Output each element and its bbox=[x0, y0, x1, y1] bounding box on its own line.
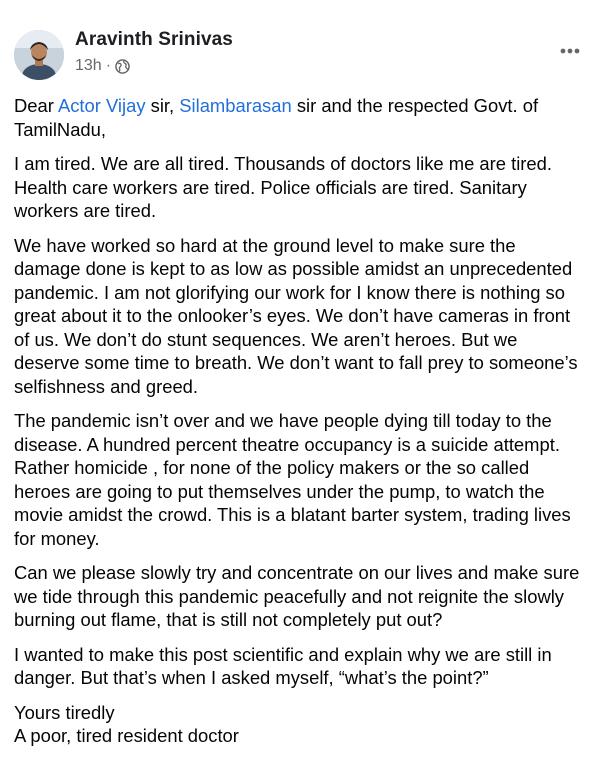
signoff bbox=[14, 701, 586, 748]
post-header bbox=[14, 27, 586, 79]
greeting-middle: sir, bbox=[145, 95, 180, 116]
body-paragraph: The pandemic isn’t over and we have people dying till today to the disease. A hundred percent theatre occupancy is a suicide attempt. Rather homicide , for none of the policy makers or the so called heroes are going to put themselves under the pump, to watch the movie amidst the crowd. This is a blatant barter system, trading lives for money. bbox=[14, 410, 571, 549]
greeting-prefix: Dear bbox=[14, 95, 58, 116]
body-paragraph: I wanted to make this post scientific and explain why we are still in danger. But that’s when I asked myself, “what’s the point?” bbox=[14, 643, 552, 688]
mention-silambarasan[interactable]: Silambarasan bbox=[179, 95, 292, 116]
greeting-paragraph bbox=[14, 94, 586, 141]
author-name[interactable]: Aravinth Srinivas bbox=[75, 29, 233, 50]
post-timestamp[interactable]: 13h bbox=[75, 57, 102, 74]
post-meta bbox=[75, 57, 130, 75]
globe-icon bbox=[115, 59, 130, 74]
more-options-button[interactable] bbox=[554, 43, 586, 59]
body-paragraph: We have worked so hard at the ground level to make sure the damage done is kept to as low as possible amidst an unprecedented pandemic. I am not glorifying our work for I know there is nothing so great about it to the onlooker’s eyes. We don’t have cameras in front of us. We don’t do stunt sequences. We aren’t heroes. But we deserve some time to breath. We don’t want to fall prey to someone’s selfishness and greed. bbox=[14, 234, 578, 397]
greeting-suffix: sir and the respected Govt. of TamilNadu, bbox=[14, 95, 539, 140]
body-paragraph: I am tired. We are all tired. Thousands of doctors like me are tired. Health care workers are tired. Police officials are tired. Sanitary workers are tired. bbox=[14, 153, 552, 221]
avatar[interactable] bbox=[14, 30, 64, 80]
mention-actor-vijay[interactable]: Actor Vijay bbox=[57, 95, 146, 116]
meta-separator: · bbox=[105, 57, 112, 74]
signoff-line: Yours tiredly bbox=[14, 701, 115, 723]
more-options-icon bbox=[554, 43, 586, 59]
post-body bbox=[14, 94, 586, 748]
signoff-line: A poor, tired resident doctor bbox=[14, 725, 239, 746]
avatar-image bbox=[14, 30, 64, 80]
body-paragraph: Can we please slowly try and concentrate on our lives and make sure we tide through this pandemic peacefully and not reignite the slowly burning out flame, that is still not completely put out? bbox=[14, 562, 580, 630]
